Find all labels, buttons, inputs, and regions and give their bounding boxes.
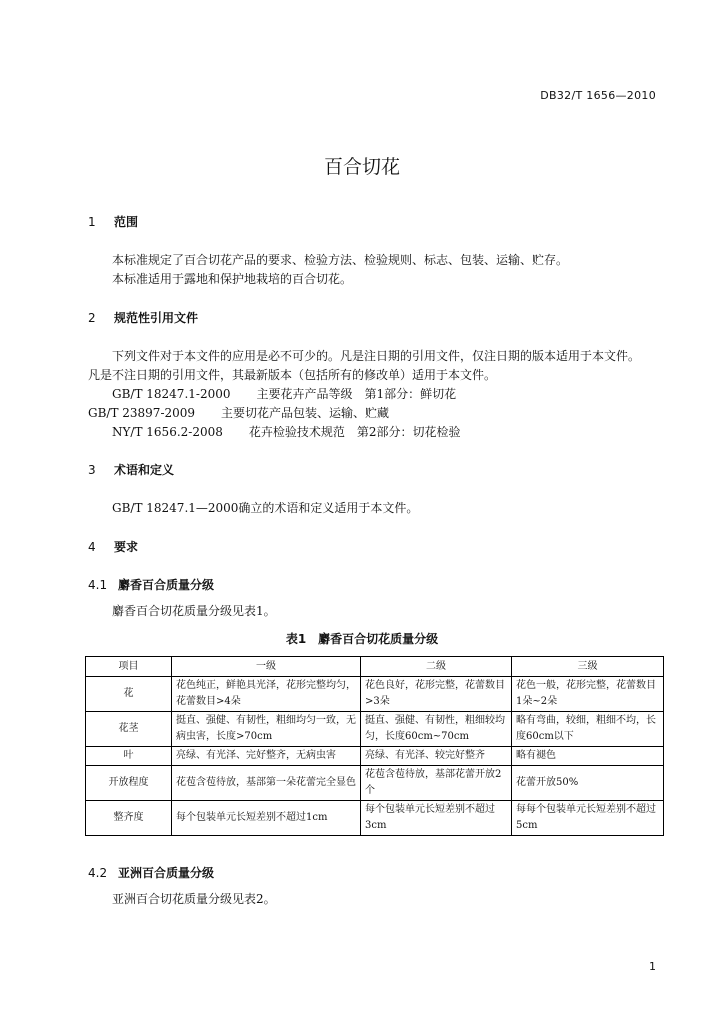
table-cell: 挺直、强健、有韧性，粗细均匀一致，无病虫害，长度>70cm xyxy=(172,712,361,747)
table-cell: 花苞含苞待放，基部花蕾开放2个 xyxy=(361,766,512,801)
row-label: 花茎 xyxy=(86,712,172,747)
column-header: 项目 xyxy=(86,657,172,677)
section-number: 4.2 xyxy=(88,866,108,880)
section-title: 麝香百合质量分级 xyxy=(118,578,215,592)
table-cell: 每每个包装单元长短差别不超过5cm xyxy=(512,801,664,836)
section-number: 1 xyxy=(88,215,96,229)
paragraph: 凡是不注日期的引用文件，其最新版本（包括所有的修改单）适用于本文件。 xyxy=(88,368,497,382)
page-title: 百合切花 xyxy=(323,156,400,178)
quality-grade-table xyxy=(85,656,664,836)
reference-item xyxy=(88,404,389,421)
standard-number: DB32/T 1656—2010 xyxy=(540,89,656,102)
table-header-row xyxy=(86,657,664,677)
section-title: 亚洲百合质量分级 xyxy=(118,866,215,880)
table-row xyxy=(86,766,664,801)
reference-code: GB/T 23897-2009 xyxy=(88,406,196,420)
table-cell: 挺直、强健、有韧性，粗细较均匀，长度60cm~70cm xyxy=(361,712,512,747)
table-cell: 花色纯正，鲜艳具光泽，花形完整均匀，花蕾数目>4朵 xyxy=(172,677,361,712)
table-cell: 花蕾开放50% xyxy=(512,766,664,801)
table-cell: 每个包装单元长短差别不超过3cm xyxy=(361,801,512,836)
section-number: 3 xyxy=(88,463,96,477)
section-4-2-heading xyxy=(88,864,214,881)
section-title: 要求 xyxy=(114,540,139,554)
section-title: 范围 xyxy=(114,215,139,229)
section-title: 规范性引用文件 xyxy=(114,311,199,325)
table-cell: 每个包装单元长短差别不超过1cm xyxy=(172,801,361,836)
table-cell: 花苞含苞待放，基部第一朵花蕾完全显色 xyxy=(172,766,361,801)
reference-item xyxy=(112,423,461,440)
reference-title: 主要切花产品包装、运输、贮藏 xyxy=(221,406,390,420)
section-4-heading xyxy=(88,538,138,555)
paragraph: GB/T 18247.1—2000确立的术语和定义适用于本文件。 xyxy=(112,501,419,515)
section-title: 术语和定义 xyxy=(114,463,175,477)
table-cell: 花色一般，花形完整，花蕾数目1朵~2朵 xyxy=(512,677,664,712)
table-row xyxy=(86,747,664,766)
section-number: 4 xyxy=(88,540,96,554)
table-caption: 表1 麝香百合切花质量分级 xyxy=(285,632,439,646)
row-label: 花 xyxy=(86,677,172,712)
column-header: 二级 xyxy=(361,657,512,677)
section-number: 2 xyxy=(88,311,96,325)
table-cell: 花色良好，花形完整，花蕾数目>3朵 xyxy=(361,677,512,712)
reference-code: GB/T 18247.1-2000 xyxy=(112,387,231,401)
page-number: 1 xyxy=(649,960,656,973)
reference-code: NY/T 1656.2-2008 xyxy=(112,425,223,439)
row-label: 整齐度 xyxy=(86,801,172,836)
column-header: 一级 xyxy=(172,657,361,677)
table-cell: 亮绿、有光泽、完好整齐，无病虫害 xyxy=(172,747,361,766)
reference-item xyxy=(112,385,456,402)
section-2-heading xyxy=(88,309,198,326)
table-cell: 亮绿、有光泽、较完好整齐 xyxy=(361,747,512,766)
column-header: 三级 xyxy=(512,657,664,677)
table-cell: 略有褪色 xyxy=(512,747,664,766)
table-cell: 略有弯曲，较细，粗细不均，长度60cm以下 xyxy=(512,712,664,747)
reference-title: 主要花卉产品等级 第1部分：鲜切花 xyxy=(256,387,457,401)
paragraph: 下列文件对于本文件的应用是必不可少的。凡是注日期的引用文件，仅注日期的版本适用于本文件。 xyxy=(112,349,641,363)
paragraph: 麝香百合切花质量分级见表1。 xyxy=(112,604,276,618)
section-3-heading xyxy=(88,461,174,478)
table-row xyxy=(86,801,664,836)
section-number: 4.1 xyxy=(88,578,108,592)
section-4-1-heading xyxy=(88,576,214,593)
paragraph: 本标准规定了百合切花产品的要求、检验方法、检验规则、标志、包装、运输、贮存。 xyxy=(112,253,569,267)
section-1-heading xyxy=(88,213,138,230)
row-label: 叶 xyxy=(86,747,172,766)
paragraph: 亚洲百合切花质量分级见表2。 xyxy=(112,892,276,906)
paragraph: 本标准适用于露地和保护地栽培的百合切花。 xyxy=(112,272,353,286)
row-label: 开放程度 xyxy=(86,766,172,801)
table-row xyxy=(86,677,664,712)
reference-title: 花卉检验技术规范 第2部分：切花检验 xyxy=(248,425,461,439)
table-row xyxy=(86,712,664,747)
